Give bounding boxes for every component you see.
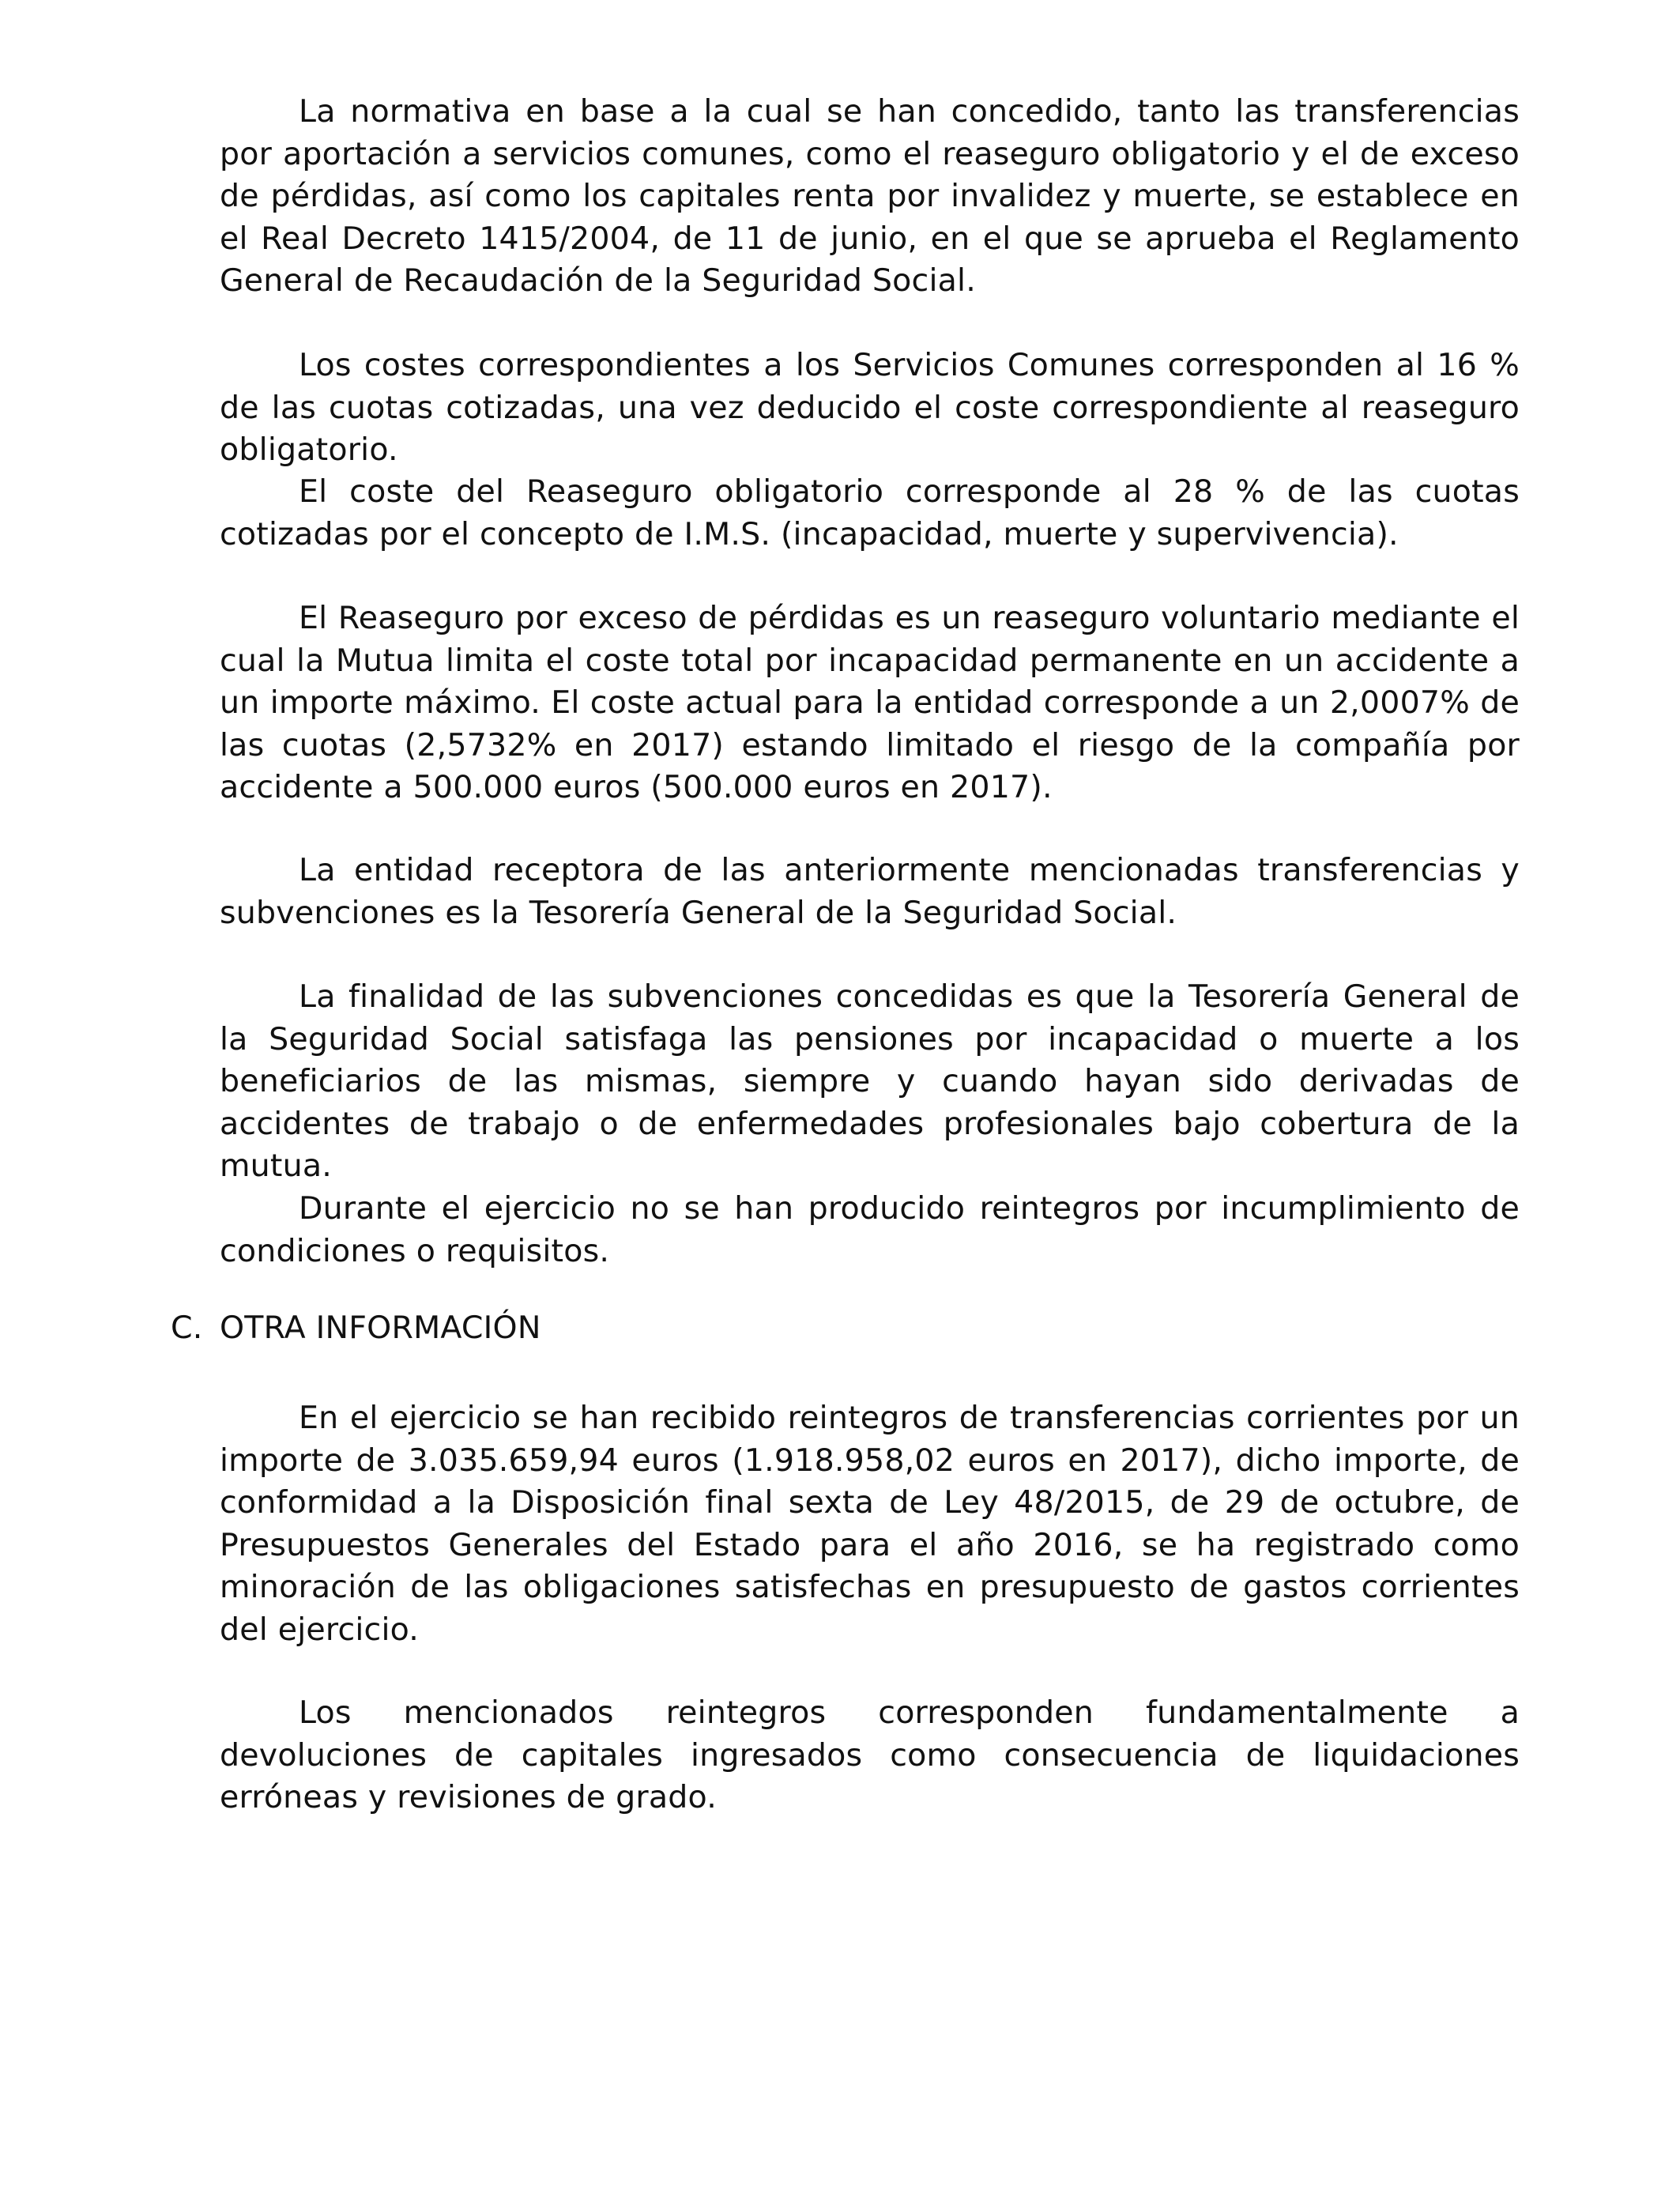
paragraph-reintegros-incumplimiento: Durante el ejercicio no se han producido reintegros por incumplimiento de condiciones o requisitos.	[220, 1190, 1520, 1269]
paragraph-servicios-comunes: Los costes correspondientes a los Servicios Comunes corresponden al 16 % de las cuotas cotizadas, una vez deducido el coste correspondiente al reaseguro obligatorio.	[220, 347, 1520, 468]
section-c-marker: C.	[171, 1310, 203, 1346]
paragraph-reintegros-transferencias: En el ejercicio se han recibido reintegros de transferencias corrientes por un importe de 3.035.659,94 euros (1.918.958,02 euros en 2017), dicho importe, de conformidad a la Disposición final sexta de Ley 48/2015, de 29 de octubre, de Presupuestos Generales del Estado para el año 2016, se ha registrado como minoración de las obligaciones satisfechas en presupuesto de gastos corrientes del ejercicio.	[220, 1400, 1520, 1648]
paragraph-normativa: La normativa en base a la cual se han concedido, tanto las transferencias por aportación a servicios comunes, como el reaseguro obligatorio y el de exceso de pérdidas, así como los capitales renta por invalidez y muerte, se establece en el Real Decreto 1415/2004, de 11 de junio, en el que se aprueba el Reglamento General de Recaudación de la Seguridad Social.	[220, 93, 1520, 299]
paragraph-mencionados-reintegros: Los mencionados reintegros corresponden fundamentalmente a devoluciones de capitales ingresados como consecuencia de liquidaciones erróneas y revisiones de grado.	[220, 1695, 1520, 1815]
paragraph-reaseguro-exceso-perdidas: El Reaseguro por exceso de pérdidas es un reaseguro voluntario mediante el cual la Mutua limita el coste total por incapacidad permanente en un accidente a un importe máximo. El coste actual para la entidad corresponde a un 2,0007% de las cuotas (2,5732% en 2017) estando limitado el riesgo de la compañía por accidente a 500.000 euros (500.000 euros en 2017).	[220, 600, 1520, 805]
section-c-heading	[171, 1307, 1514, 1350]
paragraph-entidad-receptora: La entidad receptora de las anteriormente mencionadas transferencias y subvenciones es la Tesorería General de la Seguridad Social.	[220, 852, 1520, 931]
section-c-title: OTRA INFORMACIÓN	[220, 1310, 541, 1346]
paragraph-finalidad-subvenciones: La finalidad de las subvenciones concedidas es que la Tesorería General de la Seguridad Social satisfaga las pensiones por incapacidad o muerte a los beneficiarios de las mismas, siempre y cuando hayan sido derivadas de accidentes de trabajo o de enfermedades profesionales bajo cobertura de la mutua.	[220, 978, 1520, 1184]
paragraph-reaseguro-obligatorio: El coste del Reaseguro obligatorio corresponde al 28 % de las cuotas cotizadas por el concepto de I.M.S. (incapacidad, muerte y supervivencia).	[220, 473, 1520, 552]
